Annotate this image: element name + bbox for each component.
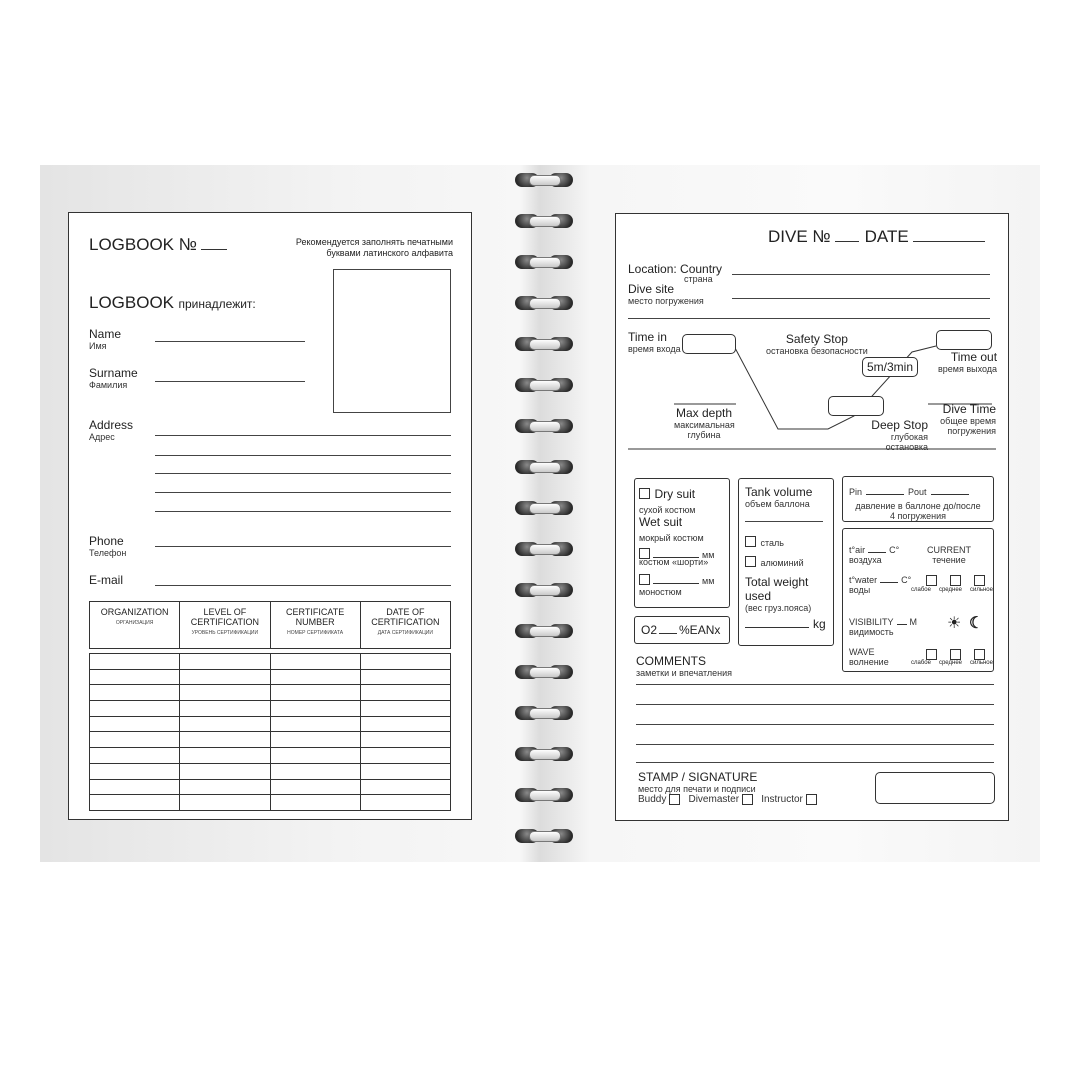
- spiral-ring: [515, 254, 573, 270]
- cert-cell[interactable]: [360, 701, 450, 717]
- fill-hint: Рекомендуется заполнять печатными буквами латинского алфавита: [295, 237, 453, 258]
- safety-stop-value: 5m/3min: [862, 357, 918, 377]
- spiral-ring: [515, 664, 573, 680]
- cert-row[interactable]: [90, 654, 451, 670]
- address-label: Address Адрес: [89, 418, 134, 442]
- shorty-ru: костюм «шорти»: [639, 557, 709, 567]
- stamp-label: STAMP / SIGNATURE место для печати и подписи: [638, 770, 758, 794]
- current-weak-checkbox[interactable]: [926, 575, 937, 586]
- spiral-ring: [515, 541, 573, 557]
- dry-suit-ru: сухой костюм: [639, 505, 696, 515]
- cert-cell[interactable]: [270, 716, 360, 732]
- deep-stop-field[interactable]: [828, 396, 884, 416]
- address-field-4[interactable]: [155, 492, 451, 493]
- max-depth-label: Max depth максимальная глубина: [674, 406, 735, 440]
- address-field-3[interactable]: [155, 473, 451, 474]
- address-field-1[interactable]: [155, 435, 451, 436]
- cert-cell[interactable]: [270, 732, 360, 748]
- comments-line-1[interactable]: [636, 684, 994, 685]
- spiral-ring: [515, 295, 573, 311]
- suit-section: [634, 478, 730, 608]
- time-in-label: Time in время входа: [628, 330, 681, 354]
- dive-profile: [616, 322, 1008, 452]
- location-label: Location: Country страна: [628, 262, 723, 284]
- wet-suit-ru: мокрый костюм: [639, 533, 704, 543]
- cert-cell[interactable]: [360, 654, 450, 670]
- weight-field[interactable]: kg: [745, 617, 826, 631]
- wave-checkboxes: [919, 649, 991, 660]
- cert-cell[interactable]: [180, 669, 270, 685]
- tank-volume-field[interactable]: [745, 521, 823, 522]
- dry-suit-option[interactable]: Dry suit: [639, 485, 695, 503]
- time-in-field[interactable]: [682, 334, 736, 354]
- sun-icon[interactable]: ☀: [947, 615, 962, 632]
- spiral-ring: [515, 377, 573, 393]
- cert-cell[interactable]: [90, 685, 180, 701]
- header-date: DATE OF CERTIFICATION ДАТА СЕРТИФИКАЦИИ: [360, 602, 450, 649]
- cert-cell[interactable]: [360, 669, 450, 685]
- dive-time-label: Dive Time общее время погружения: [940, 402, 996, 436]
- country-field[interactable]: [732, 274, 990, 275]
- divemaster-checkbox[interactable]: [742, 794, 753, 805]
- mono-checkbox[interactable]: [639, 574, 650, 585]
- current-strength-labels: слабое среднее сильное: [911, 587, 993, 593]
- cert-cell[interactable]: [180, 732, 270, 748]
- instructor-checkbox[interactable]: [806, 794, 817, 805]
- right-page: [615, 213, 1009, 821]
- comments-line-2[interactable]: [636, 704, 994, 705]
- current-strong-checkbox[interactable]: [974, 575, 985, 586]
- address-field-5[interactable]: [155, 511, 451, 512]
- spiral-ring: [515, 582, 573, 598]
- shorty-option[interactable]: мм: [639, 545, 714, 563]
- header-organization: ORGANIZATION ОРГАНИЗАЦИЯ: [90, 602, 180, 649]
- aluminum-option[interactable]: алюминий: [745, 553, 804, 571]
- spiral-ring: [515, 172, 573, 188]
- buddy-checkbox[interactable]: [669, 794, 680, 805]
- spiral-ring: [515, 500, 573, 516]
- pressure-section: [842, 476, 994, 522]
- cert-cell[interactable]: [270, 779, 360, 795]
- certification-header: [89, 601, 451, 649]
- cert-cell[interactable]: [90, 795, 180, 811]
- tank-volume-label: Tank volume: [745, 485, 813, 499]
- pressure-fields[interactable]: Pin Pout: [849, 487, 969, 497]
- cert-cell[interactable]: [180, 685, 270, 701]
- dive-site-label: Dive site место погружения: [628, 282, 704, 306]
- current-label: CURRENT течение: [927, 545, 971, 565]
- cert-cell[interactable]: [270, 685, 360, 701]
- comments-line-4[interactable]: [636, 744, 994, 745]
- spiral-ring: [515, 705, 573, 721]
- cert-cell[interactable]: [180, 779, 270, 795]
- moon-icon[interactable]: ☾: [969, 615, 984, 632]
- spiral-ring: [515, 213, 573, 229]
- cert-cell[interactable]: [180, 701, 270, 717]
- cert-cell[interactable]: [90, 779, 180, 795]
- wave-strong-checkbox[interactable]: [974, 649, 985, 660]
- spiral-ring: [515, 787, 573, 803]
- total-weight-label: Total weight used: [745, 575, 809, 603]
- dive-site-field[interactable]: [732, 298, 990, 299]
- cert-row[interactable]: [90, 795, 451, 811]
- cert-row[interactable]: [90, 716, 451, 732]
- cert-row[interactable]: [90, 685, 451, 701]
- cert-cell[interactable]: [360, 748, 450, 764]
- time-out-field[interactable]: [936, 330, 992, 350]
- safety-stop-label: Safety Stop остановка безопасности: [766, 332, 868, 356]
- spiral-ring: [515, 623, 573, 639]
- cert-cell[interactable]: [180, 716, 270, 732]
- photo-box[interactable]: [333, 269, 451, 413]
- cert-cell[interactable]: [90, 701, 180, 717]
- cert-cell[interactable]: [360, 685, 450, 701]
- cert-cell[interactable]: [180, 654, 270, 670]
- cert-cell[interactable]: [90, 763, 180, 779]
- aluminum-checkbox[interactable]: [745, 556, 756, 567]
- cert-cell[interactable]: [180, 795, 270, 811]
- dive-site-field-2[interactable]: [628, 318, 990, 319]
- cert-row[interactable]: [90, 701, 451, 717]
- steel-checkbox[interactable]: [745, 536, 756, 547]
- logbook-number-title: LOGBOOK №: [89, 235, 227, 255]
- current-medium-checkbox[interactable]: [950, 575, 961, 586]
- cert-cell[interactable]: [360, 795, 450, 811]
- spiral-ring: [515, 336, 573, 352]
- wave-medium-checkbox[interactable]: [950, 649, 961, 660]
- deep-stop-label: Deep Stop глубокая остановка: [871, 418, 928, 452]
- surname-field[interactable]: [155, 381, 305, 382]
- cert-cell[interactable]: [270, 748, 360, 764]
- cert-row[interactable]: [90, 669, 451, 685]
- address-field-2[interactable]: [155, 455, 451, 456]
- cert-cell[interactable]: [90, 732, 180, 748]
- cert-cell[interactable]: [90, 748, 180, 764]
- phone-field[interactable]: [155, 546, 451, 547]
- wet-suit-label: Wet suit: [639, 515, 683, 529]
- air-temp-label: t°air C° воздуха: [849, 545, 900, 565]
- mono-option[interactable]: мм: [639, 571, 714, 589]
- cert-cell[interactable]: [270, 763, 360, 779]
- cert-row[interactable]: [90, 732, 451, 748]
- tank-volume-ru: объем баллона: [745, 499, 810, 509]
- conditions-section: [842, 528, 994, 672]
- cert-row[interactable]: [90, 779, 451, 795]
- email-label: E-mail: [89, 573, 124, 587]
- surname-label: Surname Фамилия: [89, 366, 138, 390]
- stamp-box[interactable]: [875, 772, 995, 804]
- owner-title: LOGBOOK принадлежит:: [89, 293, 256, 312]
- email-field[interactable]: [155, 585, 451, 586]
- cert-cell[interactable]: [360, 763, 450, 779]
- comments-line-5[interactable]: [636, 762, 994, 763]
- spiral-ring: [515, 746, 573, 762]
- water-temp-label: t°water C° воды: [849, 575, 912, 595]
- cert-cell[interactable]: [90, 654, 180, 670]
- pressure-ru: давление в баллоне до/после 4 погружения: [855, 501, 981, 521]
- role-options: Buddy Divemaster Instructor: [638, 794, 817, 805]
- mono-ru: моностюм: [639, 587, 682, 597]
- header-number: CERTIFICATE NUMBER НОМЕР СЕРТИФИКАТА: [270, 602, 360, 649]
- cert-cell[interactable]: [90, 716, 180, 732]
- cert-cell[interactable]: [270, 795, 360, 811]
- cert-cell[interactable]: [360, 716, 450, 732]
- comments-line-3[interactable]: [636, 724, 994, 725]
- name-field[interactable]: [155, 341, 305, 342]
- certification-table[interactable]: [89, 653, 451, 811]
- dive-header: DIVE № DATE: [768, 227, 985, 247]
- cert-cell[interactable]: [270, 669, 360, 685]
- cert-cell[interactable]: [360, 732, 450, 748]
- cert-row[interactable]: [90, 748, 451, 764]
- cert-cell[interactable]: [270, 654, 360, 670]
- spiral-ring: [515, 459, 573, 475]
- cert-cell[interactable]: [180, 748, 270, 764]
- current-checkboxes: [919, 575, 991, 586]
- name-label: Name Имя: [89, 327, 122, 351]
- wave-label: WAVE волнение: [849, 647, 889, 667]
- comments-label: COMMENTS заметки и впечатления: [636, 654, 733, 678]
- dry-suit-checkbox[interactable]: [639, 488, 650, 499]
- spiral-ring: [515, 418, 573, 434]
- phone-label: Phone Телефон: [89, 534, 127, 558]
- spiral-ring: [515, 828, 573, 844]
- steel-option[interactable]: сталь: [745, 533, 784, 551]
- time-out-label: Time out время выхода: [938, 350, 998, 374]
- left-page: [68, 212, 472, 820]
- wave-strength-labels: слабое среднее сильное: [911, 660, 993, 666]
- tank-section: [738, 478, 834, 646]
- cert-cell[interactable]: [270, 701, 360, 717]
- header-level: LEVEL OF CERTIFICATION УРОВЕНЬ СЕРТИФИКАЦИИ: [180, 602, 270, 649]
- o2-field[interactable]: O2 %EANx: [634, 616, 730, 644]
- cert-cell[interactable]: [90, 669, 180, 685]
- visibility-label: VISIBILITY M видимость: [849, 617, 918, 637]
- cert-cell[interactable]: [180, 763, 270, 779]
- wave-weak-checkbox[interactable]: [926, 649, 937, 660]
- cert-cell[interactable]: [360, 779, 450, 795]
- cert-row[interactable]: [90, 763, 451, 779]
- weight-ru: (вес груз.пояса): [745, 603, 812, 613]
